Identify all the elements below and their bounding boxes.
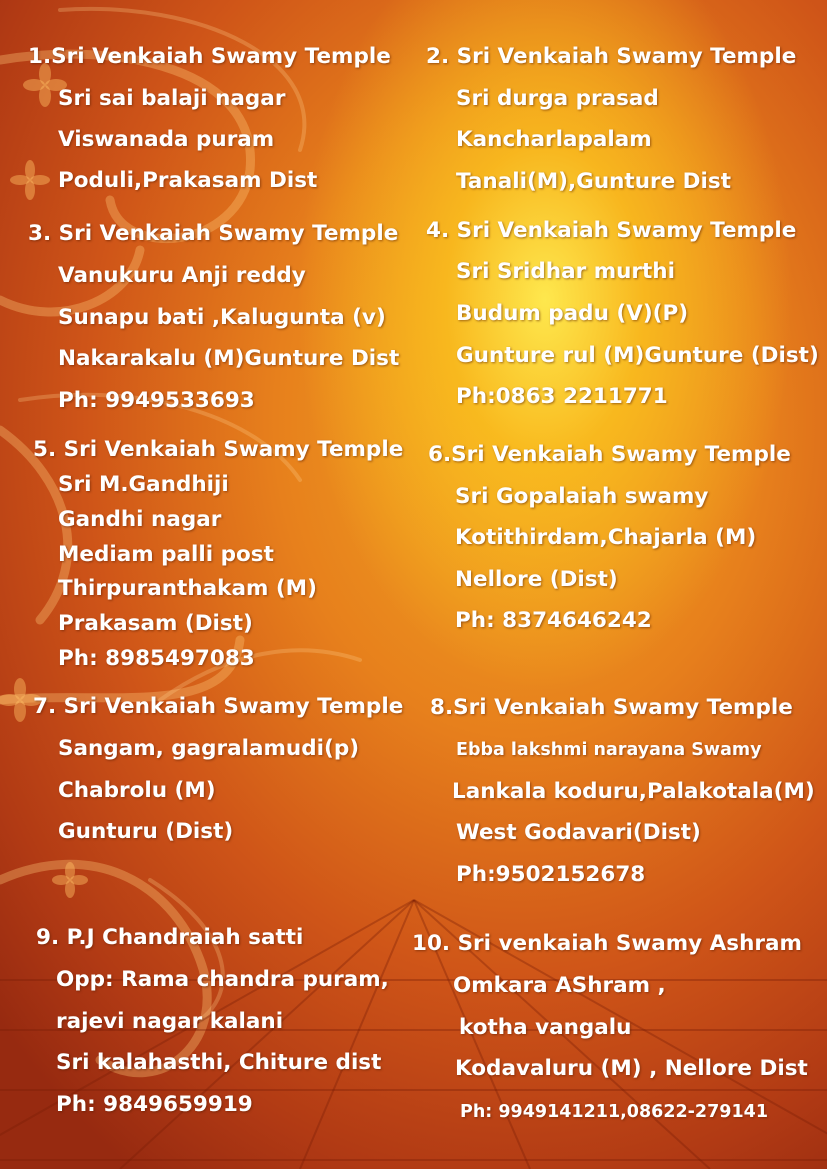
address-line: Sri Gopalaiah swamy	[455, 484, 709, 509]
address-line: Mediam palli post	[58, 542, 274, 567]
address-line: Sangam, gagralamudi(p)	[58, 736, 360, 761]
address-line: kotha vangalu	[459, 1015, 632, 1040]
address-line: Viswanada puram	[58, 127, 275, 152]
address-line: Chabrolu (M)	[58, 778, 216, 803]
phone-number: Ph: 8985497083	[58, 646, 255, 671]
address-line: Sri Sridhar murthi	[456, 259, 675, 284]
address-line: Vanukuru Anji reddy	[58, 263, 306, 288]
address-line: Gandhi nagar	[58, 507, 222, 532]
temple-title: 10. Sri venkaiah Swamy Ashram	[412, 931, 802, 956]
address-line: West Godavari(Dist)	[456, 820, 701, 845]
address-line: Nakarakalu (M)Gunture Dist	[58, 346, 400, 371]
address-line: Omkara AShram ,	[453, 973, 666, 998]
phone-number: Ph:9502152678	[456, 862, 646, 887]
temple-title: 7. Sri Venkaiah Swamy Temple	[33, 694, 404, 719]
address-line: Sri M.Gandhiji	[58, 472, 229, 497]
address-line: rajevi nagar kalani	[56, 1009, 284, 1034]
phone-number: Ph: 9949141211,08622-279141	[460, 1102, 768, 1122]
address-line: Thirpuranthakam (M)	[58, 576, 317, 601]
address-line: Lankala koduru,Palakotala(M)	[452, 779, 815, 804]
address-line: Ebba lakshmi narayana Swamy	[456, 740, 762, 760]
address-line: Tanali(M),Gunture Dist	[456, 169, 731, 194]
address-line: Opp: Rama chandra puram,	[56, 967, 389, 992]
address-line: Kancharlapalam	[456, 127, 652, 152]
address-line: Gunturu (Dist)	[58, 819, 234, 844]
temple-title: 2. Sri Venkaiah Swamy Temple	[426, 44, 797, 69]
address-line: Sunapu bati ,Kalugunta (v)	[58, 305, 386, 330]
address-line: Sri kalahasthi, Chiture dist	[56, 1050, 382, 1075]
temple-title: 6.Sri Venkaiah Swamy Temple	[428, 442, 791, 467]
temple-title: 4. Sri Venkaiah Swamy Temple	[426, 218, 797, 243]
phone-number: Ph: 8374646242	[455, 608, 652, 633]
phone-number: Ph:0863 2211771	[456, 384, 668, 409]
address-line: Kodavaluru (M) , Nellore Dist	[455, 1056, 808, 1081]
address-line: Gunture rul (M)Gunture (Dist)	[456, 343, 819, 368]
phone-number: Ph: 9849659919	[56, 1092, 253, 1117]
temple-title: 9. P.J Chandraiah satti	[36, 925, 304, 950]
address-line: Nellore (Dist)	[455, 567, 618, 592]
address-line: Poduli,Prakasam Dist	[58, 168, 318, 193]
address-line: Budum padu (V)(P)	[456, 301, 689, 326]
temple-title: 1.Sri Venkaiah Swamy Temple	[28, 44, 391, 69]
temple-title: 8.Sri Venkaiah Swamy Temple	[430, 695, 793, 720]
address-line: Sri sai balaji nagar	[58, 86, 286, 111]
phone-number: Ph: 9949533693	[58, 388, 255, 413]
address-line: Sri durga prasad	[456, 86, 659, 111]
temple-title: 3. Sri Venkaiah Swamy Temple	[28, 221, 399, 246]
temple-title: 5. Sri Venkaiah Swamy Temple	[33, 437, 404, 462]
address-line: Kotithirdam,Chajarla (M)	[455, 525, 757, 550]
address-line: Prakasam (Dist)	[58, 611, 253, 636]
